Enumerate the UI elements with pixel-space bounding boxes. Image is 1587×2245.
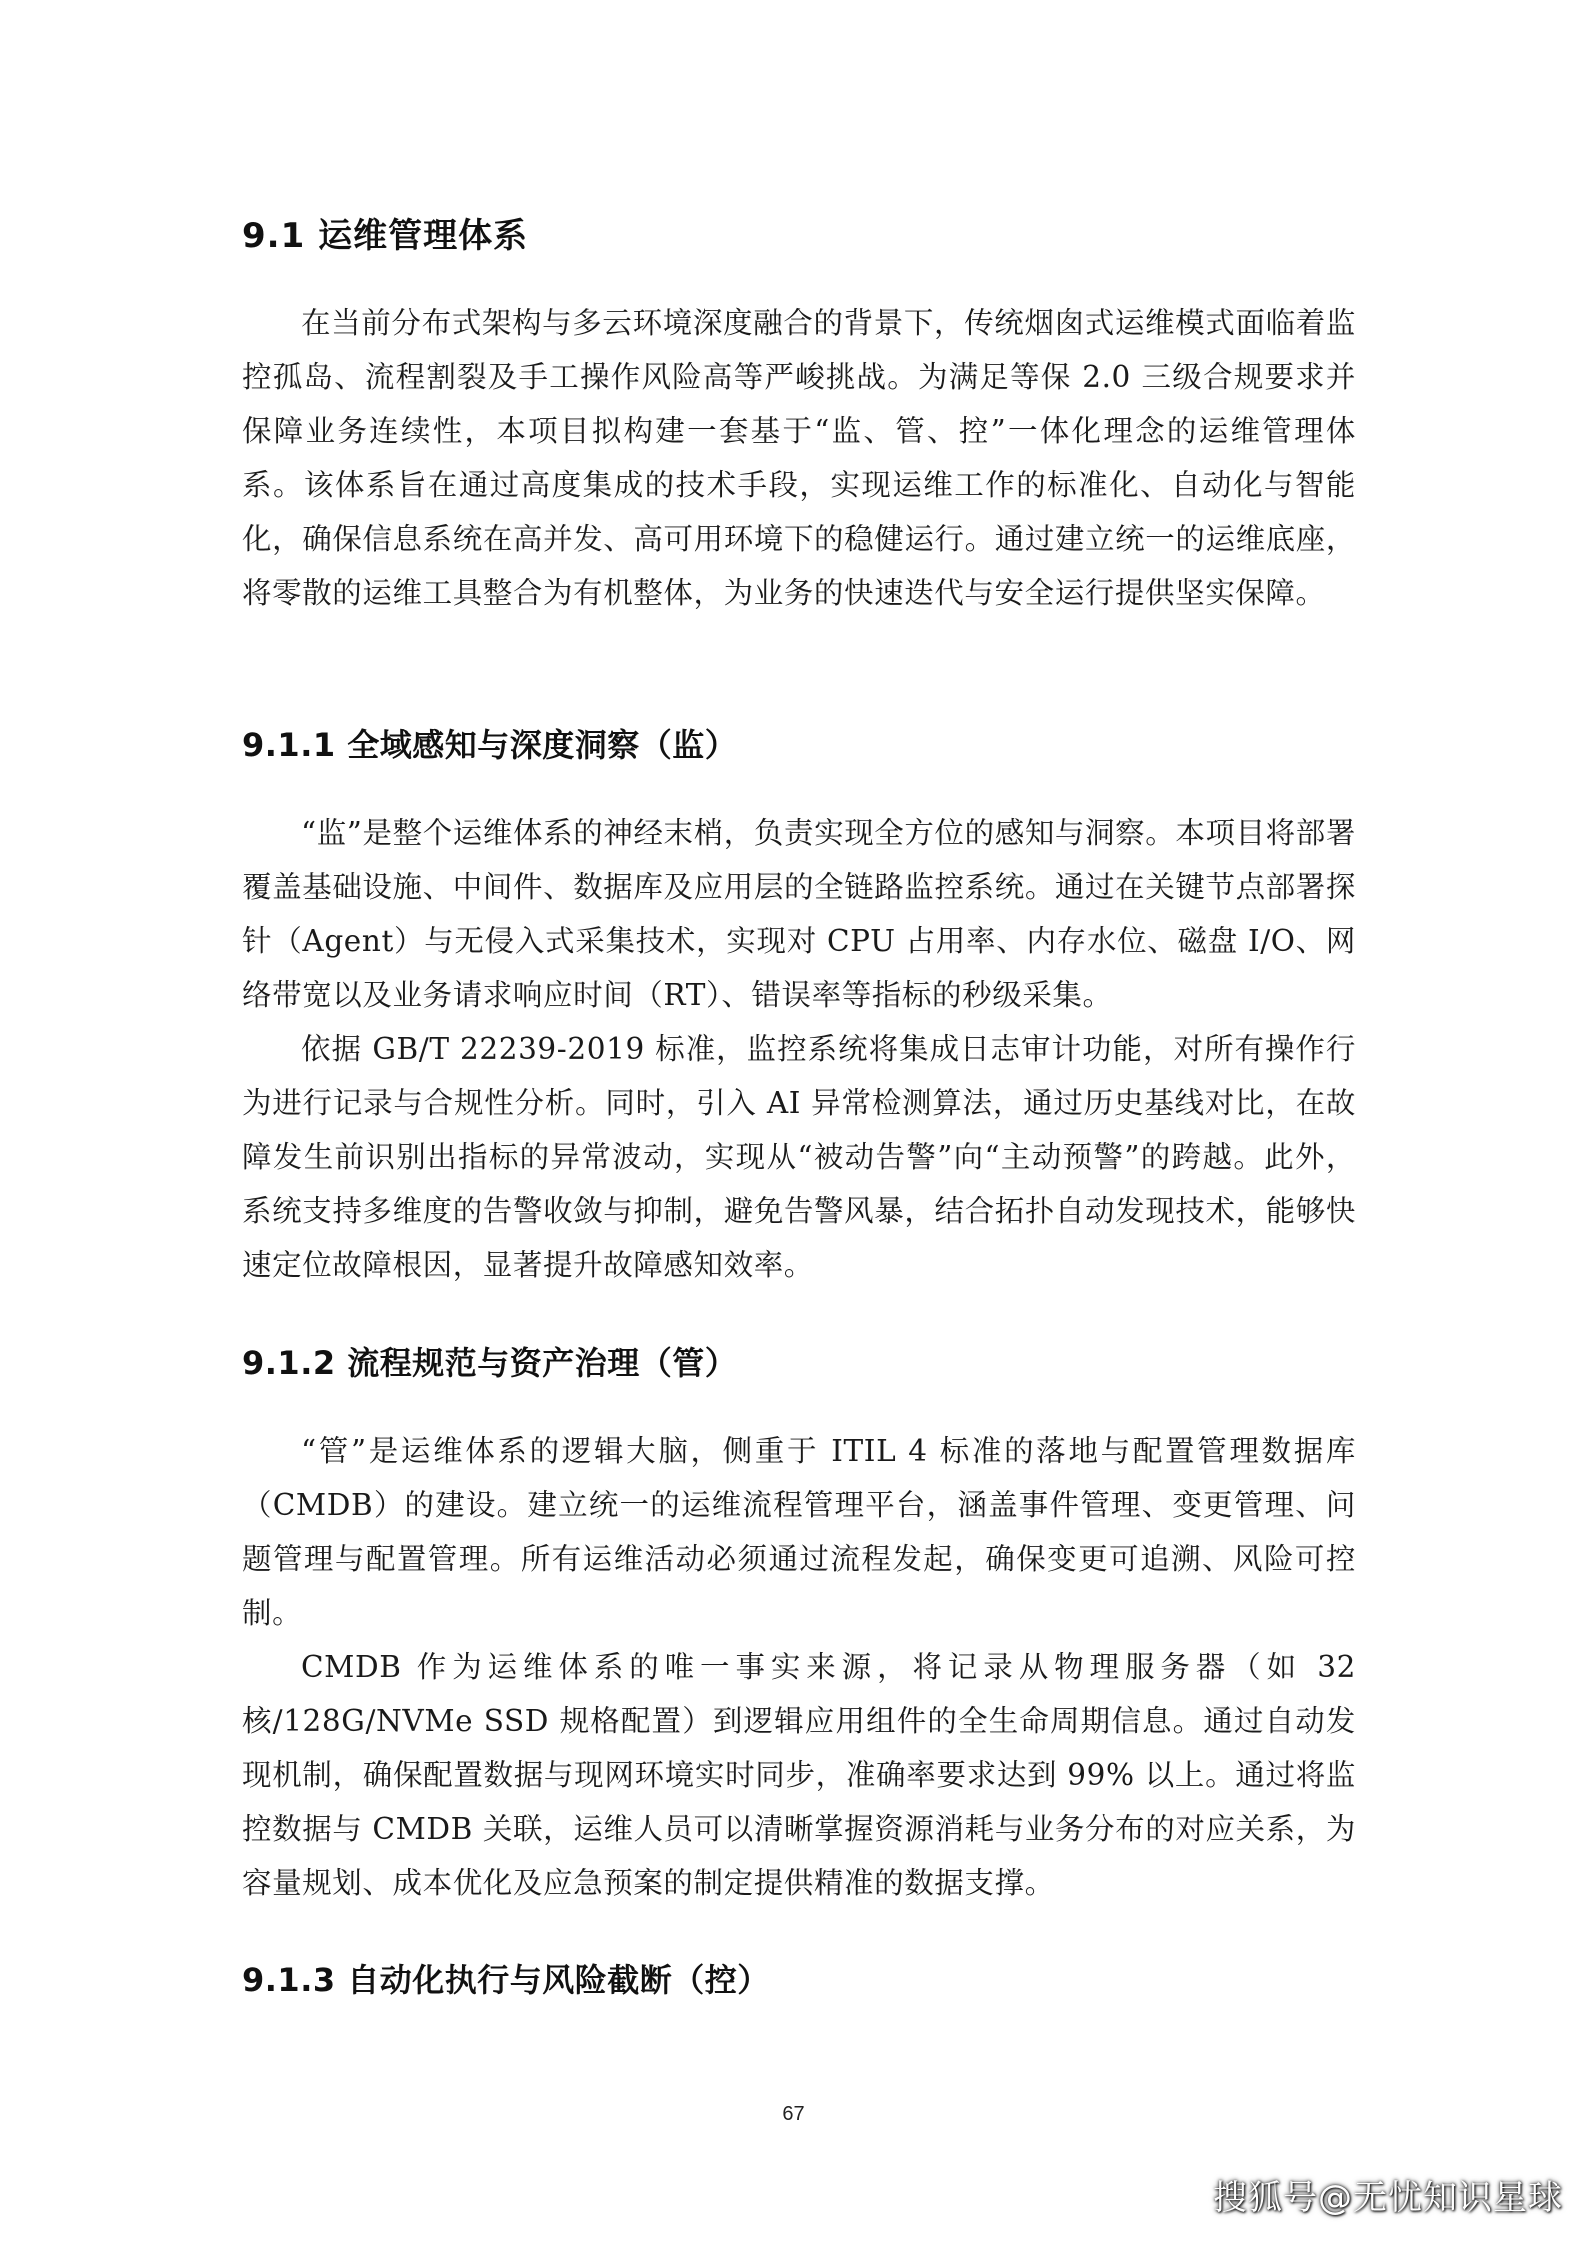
manage-paragraph-1: “管”是运维体系的逻辑大脑，侧重于 ITIL 4 标准的落地与配置管理数据库（CMDB）的建设。建立统一的运维流程管理平台，涵盖事件管理、变更管理、问题管理与配置管理。所有运维活动必须通过流程发起，确保变更可追溯、风险可控制。 <box>242 1434 1356 1630</box>
subsection-heading-control: 9.1.3 自动化执行与风险截断（控） <box>242 1961 770 1999</box>
manage-paragraph-2: CMDB 作为运维体系的唯一事实来源，将记录从物理服务器（如 32 核/128G/NVMe SSD 规格配置）到逻辑应用组件的全生命周期信息。通过自动发现机制，确保配置数据与现网环境实时同步，准确率要求达到 99% 以上。通过将监控数据与 CMDB 关联，运维人员可以清晰掌握资源消耗与业务分布的对应关系，为容量规划、成本优化及应急预案的制定提供精准的数据支撑。 <box>242 1650 1356 1900</box>
section-heading: 9.1 运维管理体系 <box>242 216 529 256</box>
subsection-heading-manage: 9.1.2 流程规范与资产治理（管） <box>242 1344 738 1382</box>
watermark: 搜狐号@无忧知识星球 <box>1213 2178 1563 2218</box>
monitor-paragraph-1: “监”是整个运维体系的神经末梢，负责实现全方位的感知与洞察。本项目将部署覆盖基础设施、中间件、数据库及应用层的全链路监控系统。通过在关键节点部署探针（Agent）与无侵入式采集技术，实现对 CPU 占用率、内存水位、磁盘 I/O、网络带宽以及业务请求响应时间（RT）、错误率等指标的秒级采集。 <box>242 816 1356 1012</box>
page-number: 67 <box>782 2103 805 2125</box>
monitor-paragraph-2: 依据 GB/T 22239-2019 标准，监控系统将集成日志审计功能，对所有操作行为进行记录与合规性分析。同时，引入 AI 异常检测算法，通过历史基线对比，在故障发生前识别出指标的异常波动，实现从“被动告警”向“主动预警”的跨越。此外，系统支持多维度的告警收敛与抑制，避免告警风暴，结合拓扑自动发现技术，能够快速定位故障根因，显著提升故障感知效率。 <box>242 1032 1356 1282</box>
intro-paragraph: 在当前分布式架构与多云环境深度融合的背景下，传统烟囱式运维模式面临着监控孤岛、流程割裂及手工操作风险高等严峻挑战。为满足等保 2.0 三级合规要求并保障业务连续性，本项目拟构建一套基于“监、管、控”一体化理念的运维管理体系。该体系旨在通过高度集成的技术手段，实现运维工作的标准化、自动化与智能化，确保信息系统在高并发、高可用环境下的稳健运行。通过建立统一的运维底座，将零散的运维工具整合为有机整体，为业务的快速迭代与安全运行提供坚实保障。 <box>242 306 1356 610</box>
subsection-heading-monitor: 9.1.1 全域感知与深度洞察（监） <box>242 726 738 764</box>
